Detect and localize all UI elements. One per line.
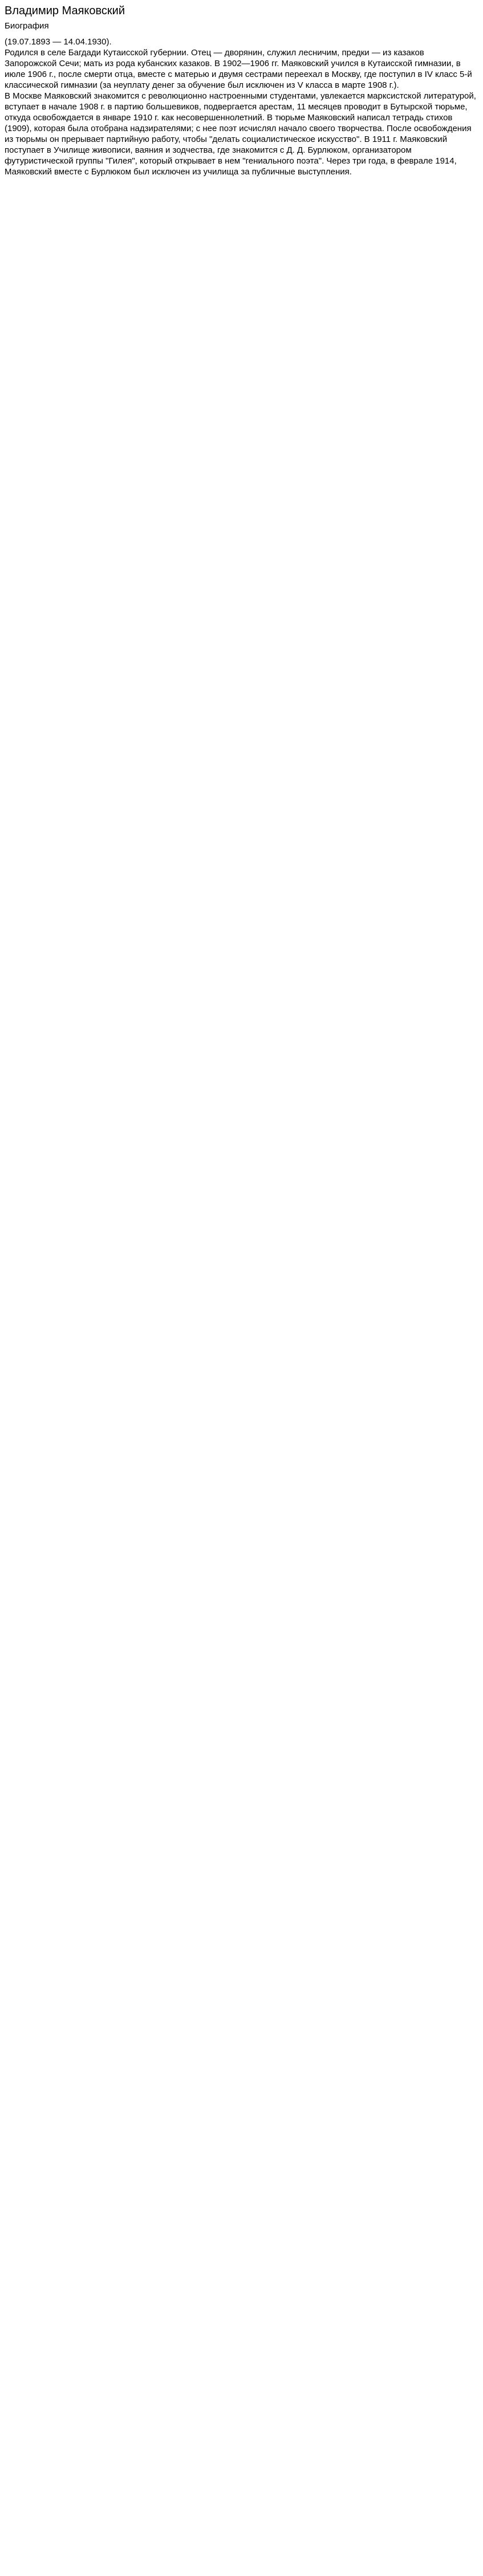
page-subtitle: Биография [5,21,49,31]
paragraph: В Москве Маяковский знакомится с революционно настроенными студентами, увлекается марксистской литературой, вступает в начале 1908 г. в партию большевиков, подвергается арестам, 11 месяцев проводит в Бутырской тюрьме, откуда освобождается в январе 1910 г. как несовершеннолетний. В тюрьме Маяковский написал тетрадь стихов (1909), которая была отобрана надзирателями; с нее поэт исчислял начало своего творчества. После освобождения из тюрьмы он прерывает партийную работу, чтобы "делать социалистическое искусство". В 1911 г. Маяковский поступает в Училище живописи, ваяния и зодчества, где знакомится с Д. Д. Бурлюком, организатором футуристической группы "Гилея", который открывает в нем "гениального поэта". Через три года, в феврале 1914, Маяковский вместе с Бурлюком был исключен из училища за публичные выступления. [5,91,476,177]
life-dates: (19.07.1893 — 14.04.1930). [5,37,112,47]
document-page [0,0,483,189]
page-title: Владимир Маяковский [5,5,125,17]
paragraph: Родился в селе Багдади Кутаисской губернии. Отец — дворянин, служил лесничим, предки — из казаков Запорожской Сечи; мать из рода кубанских казаков. В 1902—1906 гг. Маяковский учился в Кутаисской гимназии, в июле 1906 г., после смерти отца, вместе с матерью и двумя сестрами переехал в Москву, где поступил в IV класс 5-й классической гимназии (за неуплату денег за обучение был исключен из V класса в марте 1908 г.). [5,48,472,90]
